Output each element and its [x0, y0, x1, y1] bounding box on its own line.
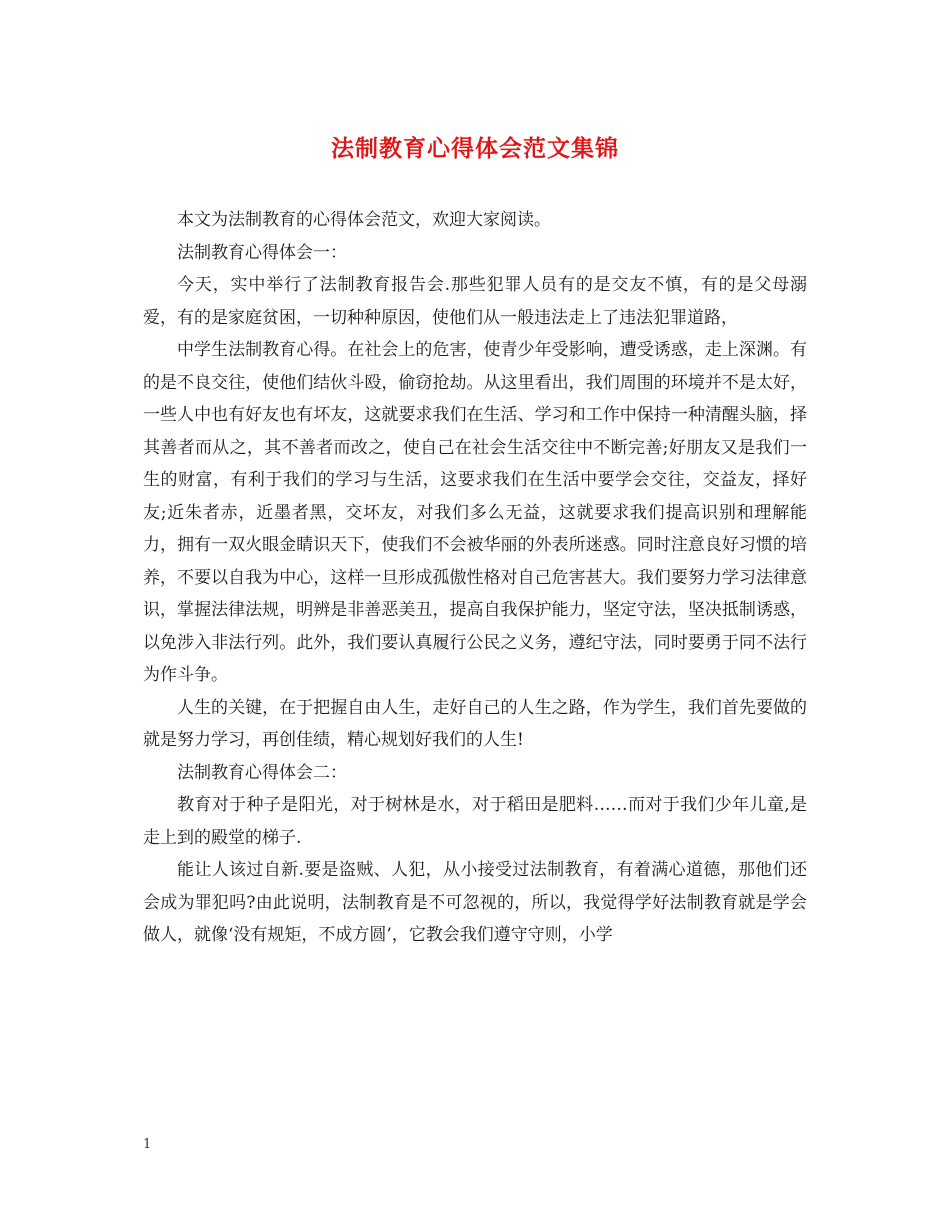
paragraph: 能让人该过自新.要是盗贼、人犯，从小接受过法制教育，有着满心道德，那他们还会成为罪犯吗?由此说明，法制教育是不可忽视的，所以，我觉得学好法制教育就是学会做人，就像‘没有规矩，不成方圆’，它教会我们遵守守则，小学	[143, 860, 807, 945]
paragraph: 今天，实中举行了法制教育报告会.那些犯罪人员有的是交友不慎，有的是父母溺爱，有的是家庭贫困，一切种种原因，使他们从一般违法走上了违法犯罪道路，	[143, 275, 807, 328]
paragraph-intro: 本文为法制教育的心得体会范文，欢迎大家阅读。	[177, 210, 551, 230]
section-heading-one: 法制教育心得体会一：	[177, 242, 347, 263]
document-title: 法制教育心得体会范文集锦	[331, 136, 619, 162]
paragraph: 中学生法制教育心得。在社会上的危害，使青少年受影响，遭受诱惑，走上深渊。有的是不良交往，使他们结伙斗殴，偷窃抢劫。从这里看出，我们周围的环境并不是太好，一些人中也有好友也有坏友，这就要求我们在生活、学习和工作中保持一种清醒头脑，择其善者而从之，其不善者而改之，使自己在社会生活交往中不断完善;好朋友又是我们一生的财富，有利于我们的学习与生活，这要求我们在生活中要学会交往，交益友，择好友;近朱者赤，近墨者黑，交坏友，对我们多么无益，这就要求我们提高识别和理解能力，拥有一双火眼金睛识天下，使我们不会被华丽的外表所迷惑。同时注意良好习惯的培养，不要以自我为中心，这样一旦形成孤傲性格对自己危害甚大。我们要努力学习法律意识，掌握法律法规，明辨是非善恶美丑，提高自我保护能力，坚定守法，坚决抵制诱惑，以免涉入非法行列。此外，我们要认真履行公民之义务，遵纪守法，同时要勇于同不法行为作斗争。	[143, 340, 807, 685]
document-body	[143, 204, 807, 952]
section-heading-two: 法制教育心得体会二：	[177, 762, 347, 783]
paragraph: 教育对于种子是阳光，对于树林是水，对于稻田是肥料……而对于我们少年儿童,是走上到的殿堂的梯子.	[143, 795, 807, 848]
page-number: 1	[143, 1137, 152, 1152]
paragraph: 人生的关键，在于把握自由人生，走好自己的人生之路，作为学生，我们首先要做的就是努力学习，再创佳绩，精心规划好我们的人生!	[143, 697, 807, 750]
